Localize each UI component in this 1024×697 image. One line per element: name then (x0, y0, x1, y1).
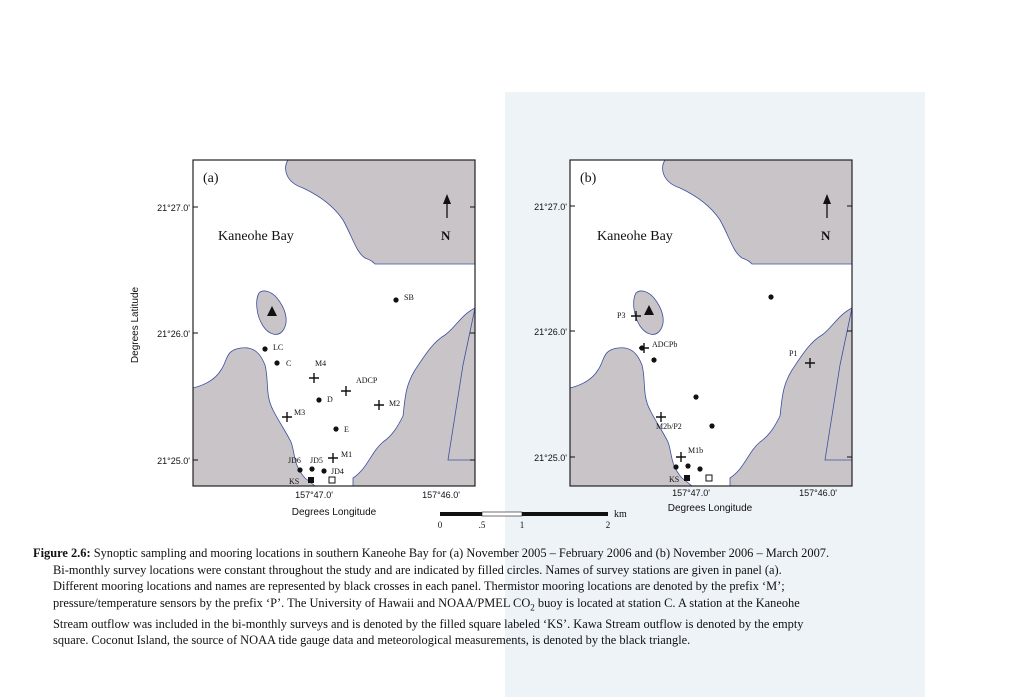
kawa-stream-square (329, 477, 335, 483)
station-lc (262, 346, 267, 351)
north-label: N (441, 228, 451, 243)
survey-circle (768, 294, 773, 299)
station-e (333, 426, 338, 431)
mooring-m2-label: M2 (389, 399, 401, 408)
caption-line: Different mooring locations and names are represented by black crosses in each panel. Thermistor mooring locations are denoted by the prefix ‘M’; (53, 579, 785, 594)
station-d (316, 397, 321, 402)
station-ks-label: KS (669, 475, 680, 484)
scale-tick: 1 (519, 520, 525, 530)
panel-a-lon-tick: 157°47.0' (295, 490, 333, 500)
mooring-m2b-p2-label: M2b/P2 (656, 422, 682, 431)
panel-a-y-axis-label: Degrees Latitude (130, 286, 141, 364)
station-jd6 (297, 467, 302, 472)
panel-b-x-axis-label: Degrees Longitude (667, 503, 753, 514)
panel-a-lat-tick: 21°27.0' (157, 203, 190, 213)
kaneohe-stream-square (308, 477, 314, 483)
kawa-stream-square (706, 475, 712, 481)
mooring-adcpb-label: ADCPb (652, 340, 678, 349)
panel-b-lon-tick: 157°47.0' (672, 488, 710, 498)
caption-line: buoy is located at station C. A station at the Kaneohe (534, 595, 800, 610)
scale-tick: .5 (478, 520, 486, 530)
caption-line: Bi-monthly survey locations were constant throughout the study and are indicated by filled circles. Names of survey stations are given in panel (a). (53, 562, 782, 577)
station-jd6-label: JD6 (288, 456, 301, 465)
station-jd4 (321, 468, 326, 473)
mooring-p1-label: P1 (789, 349, 798, 358)
panel-b-map (570, 160, 852, 486)
panel-a-x-axis-label: Degrees Longitude (291, 507, 377, 518)
panel-a-tag: (a) (203, 171, 219, 186)
caption-line: Synoptic sampling and mooring locations in southern Kaneohe Bay for (a) November 2005 – February 2006 and (b) November 2006 – March 2007. (90, 546, 830, 560)
kaneohe-stream-square (684, 475, 690, 481)
caption-line: Stream outflow was included in the bi-monthly surveys and is denoted by the filled square labeled ‘KS’. Kawa Stream outflow is denoted by the empty (53, 616, 804, 631)
station-c-label: C (286, 359, 292, 368)
panel-a-map (193, 160, 475, 486)
figure-caption (33, 545, 968, 649)
scale-unit: km (614, 509, 627, 520)
mooring-adcp-label: ADCP (356, 376, 378, 385)
north-label: N (821, 228, 831, 243)
caption-paragraph (33, 545, 968, 649)
station-jd5 (309, 466, 314, 471)
panel-b-bay-label: Kaneohe Bay (597, 229, 673, 244)
caption-subscript: 2 (530, 602, 535, 613)
survey-circle (709, 423, 714, 428)
caption-line: square. Coconut Island, the source of NOAA tide gauge data and meteorological measurements, is denoted by the black triangle. (53, 633, 691, 648)
mooring-p3-label: P3 (617, 311, 626, 320)
station-d-label: D (327, 395, 333, 404)
survey-circle (697, 466, 702, 471)
scale-bar (438, 509, 627, 530)
mooring-m4-label: M4 (315, 359, 327, 368)
panel-b-tag: (b) (580, 171, 597, 186)
panel-b-lat-tick: 21°25.0' (534, 453, 567, 463)
station-jd4-label: JD4 (331, 467, 344, 476)
panel-a-lat-tick: 21°25.0' (157, 456, 190, 466)
station-sb (393, 297, 398, 302)
station-lc-label: LC (273, 343, 284, 352)
mooring-m1b-label: M1b (688, 446, 704, 455)
station-c (274, 360, 279, 365)
panel-a-bay-label: Kaneohe Bay (218, 229, 294, 244)
panel-a-lat-tick: 21°26.0' (157, 329, 190, 339)
panel-b-lat-tick: 21°27.0' (534, 202, 567, 212)
scale-tick: 2 (605, 520, 611, 530)
station-e-label: E (344, 425, 349, 434)
survey-circle (693, 394, 698, 399)
panel-b-lon-tick: 157°46.0' (799, 488, 837, 498)
survey-circle (673, 464, 678, 469)
mooring-m3-label: M3 (294, 408, 306, 417)
panel-a-lon-tick: 157°46.0' (422, 490, 460, 500)
caption-line: pressure/temperature sensors by the prefix ‘P’. The University of Hawaii and NOAA/PMEL CO (53, 595, 531, 610)
caption-lead: Figure 2.6: (33, 546, 91, 560)
scale-tick: 0 (437, 520, 443, 530)
panel-b-lat-tick: 21°26.0' (534, 327, 567, 337)
station-sb-label: SB (404, 293, 414, 302)
survey-circle (685, 463, 690, 468)
station-jd5-label: JD5 (310, 456, 323, 465)
survey-circle (651, 357, 656, 362)
station-ks-label: KS (289, 477, 300, 486)
mooring-m1-label: M1 (341, 450, 353, 459)
